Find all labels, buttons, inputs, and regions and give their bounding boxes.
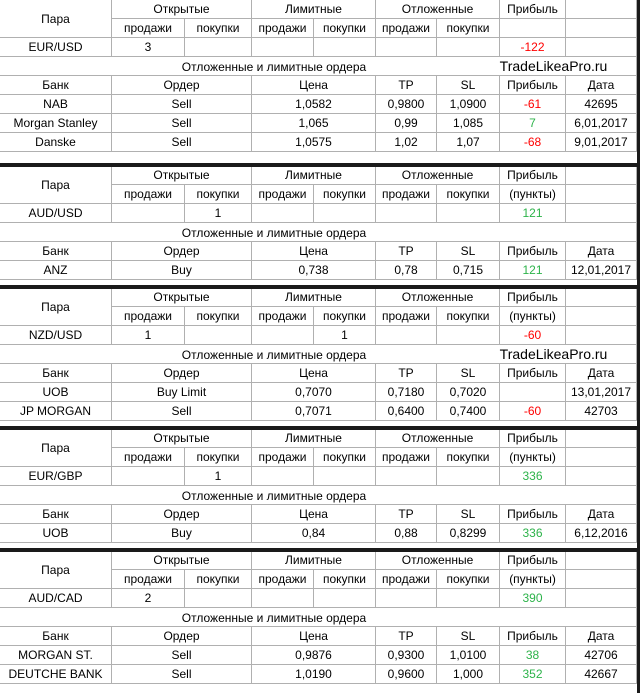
blank-cell — [566, 0, 637, 19]
orders-title: Отложенные и лимитные ордера — [181, 347, 367, 362]
position-count — [112, 204, 185, 223]
blank-cell — [566, 288, 637, 307]
order-bank: MORGAN ST. — [0, 646, 112, 665]
limit-header: Лимитные — [252, 0, 376, 19]
order-tp: 0,99 — [376, 114, 437, 133]
limit-header: Лимитные — [252, 288, 376, 307]
order-bank: DEUTCHE BANK — [0, 665, 112, 684]
pair-name: EUR/USD — [0, 38, 112, 57]
order-order: Buy — [112, 524, 252, 543]
order-date: 6,01,2017 — [566, 114, 637, 133]
order-bank: NAB — [0, 95, 112, 114]
col-header-order: Ордер — [112, 505, 252, 524]
blank-cell — [566, 185, 637, 204]
open-header: Открытые — [112, 288, 252, 307]
profit-header: Прибыль — [500, 166, 566, 185]
sub-header-sell: продажи — [112, 448, 185, 467]
blank-cell — [566, 326, 637, 345]
order-order: Buy — [112, 261, 252, 280]
order-profit: -61 — [500, 95, 566, 114]
order-sl: 1,07 — [437, 133, 500, 152]
position-count — [376, 204, 437, 223]
col-header-bank: Банк — [0, 76, 112, 95]
limit-header: Лимитные — [252, 551, 376, 570]
sub-header-sell: продажи — [376, 185, 437, 204]
position-count — [437, 467, 500, 486]
col-header-bank: Банк — [0, 505, 112, 524]
sub-header-sell: продажи — [112, 185, 185, 204]
blank-cell — [566, 166, 637, 185]
sub-header-buy: покупки — [185, 307, 252, 326]
col-header-sl: SL — [437, 505, 500, 524]
limit-header: Лимитные — [252, 166, 376, 185]
position-count — [437, 326, 500, 345]
col-header-profit: Прибыль — [500, 242, 566, 261]
sub-header-buy: покупки — [314, 185, 376, 204]
points-header: (пункты) — [500, 307, 566, 326]
pair-profit: -122 — [500, 38, 566, 57]
order-order: Sell — [112, 646, 252, 665]
col-header-price: Цена — [252, 505, 376, 524]
sub-header-buy: покупки — [314, 307, 376, 326]
position-count — [112, 467, 185, 486]
order-order: Buy Limit — [112, 383, 252, 402]
blank-cell — [566, 570, 637, 589]
order-date: 9,01,2017 — [566, 133, 637, 152]
order-bank: JP MORGAN — [0, 402, 112, 421]
order-tp: 0,88 — [376, 524, 437, 543]
pending-header: Отложенные — [376, 288, 500, 307]
orders-title: Отложенные и лимитные ордера — [181, 488, 367, 503]
profit-header: Прибыль — [500, 551, 566, 570]
order-bank: UOB — [0, 383, 112, 402]
sub-header-buy: покупки — [314, 570, 376, 589]
order-date: 12,01,2017 — [566, 261, 637, 280]
open-header: Открытые — [112, 551, 252, 570]
order-bank: Morgan Stanley — [0, 114, 112, 133]
col-header-tp: TP — [376, 76, 437, 95]
open-header: Открытые — [112, 0, 252, 19]
order-profit — [500, 383, 566, 402]
sub-header-sell: продажи — [252, 448, 314, 467]
order-profit: 38 — [500, 646, 566, 665]
watermark-text: TradeLikeaPro.ru — [499, 345, 608, 362]
sub-header-buy: покупки — [185, 570, 252, 589]
col-header-tp: TP — [376, 242, 437, 261]
blank-cell — [566, 38, 637, 57]
order-profit: 352 — [500, 665, 566, 684]
order-sl: 1,085 — [437, 114, 500, 133]
blank-cell — [566, 19, 637, 38]
order-profit: -60 — [500, 402, 566, 421]
position-count — [252, 467, 314, 486]
col-header-bank: Банк — [0, 627, 112, 646]
sub-header-sell: продажи — [252, 19, 314, 38]
col-header-tp: TP — [376, 505, 437, 524]
profit-header: Прибыль — [500, 288, 566, 307]
col-header-date: Дата — [566, 76, 637, 95]
position-count: 2 — [112, 589, 185, 608]
order-price: 1,065 — [252, 114, 376, 133]
blank-cell — [566, 467, 637, 486]
position-count — [376, 589, 437, 608]
pair-name: AUD/USD — [0, 204, 112, 223]
position-count — [314, 38, 376, 57]
col-header-sl: SL — [437, 242, 500, 261]
pair-profit: 336 — [500, 467, 566, 486]
position-count — [314, 467, 376, 486]
profit-header: Прибыль — [500, 429, 566, 448]
position-count — [376, 467, 437, 486]
watermark-text: TradeLikeaPro.ru — [499, 57, 608, 74]
order-sl: 0,7020 — [437, 383, 500, 402]
open-header: Открытые — [112, 429, 252, 448]
section-separator — [0, 163, 640, 167]
sub-header-buy: покупки — [185, 185, 252, 204]
order-bank: ANZ — [0, 261, 112, 280]
orders-title: Отложенные и лимитные ордера — [181, 610, 367, 625]
position-count — [252, 38, 314, 57]
position-count — [252, 589, 314, 608]
position-count — [437, 204, 500, 223]
sub-header-sell: продажи — [376, 570, 437, 589]
order-order: Sell — [112, 95, 252, 114]
blank-cell — [566, 448, 637, 467]
position-count: 1 — [112, 326, 185, 345]
pair-profit: -60 — [500, 326, 566, 345]
pair-header: Пара — [0, 551, 112, 589]
col-header-sl: SL — [437, 76, 500, 95]
col-header-date: Дата — [566, 505, 637, 524]
blank-cell — [566, 307, 637, 326]
order-tp: 1,02 — [376, 133, 437, 152]
col-header-bank: Банк — [0, 242, 112, 261]
order-date: 42667 — [566, 665, 637, 684]
order-date: 6,12,2016 — [566, 524, 637, 543]
order-tp: 0,9300 — [376, 646, 437, 665]
position-count — [376, 326, 437, 345]
sub-header-sell: продажи — [252, 307, 314, 326]
sub-header-sell: продажи — [112, 19, 185, 38]
order-sl: 1,000 — [437, 665, 500, 684]
sub-header-buy: покупки — [314, 19, 376, 38]
order-order: Sell — [112, 665, 252, 684]
order-tp: 0,9600 — [376, 665, 437, 684]
col-header-price: Цена — [252, 627, 376, 646]
section-separator — [0, 426, 640, 430]
position-count — [437, 38, 500, 57]
pending-header: Отложенные — [376, 0, 500, 19]
order-price: 1,0575 — [252, 133, 376, 152]
blank-cell — [566, 589, 637, 608]
pair-profit: 390 — [500, 589, 566, 608]
order-date: 42703 — [566, 402, 637, 421]
sub-header-sell: продажи — [112, 570, 185, 589]
pair-name: EUR/GBP — [0, 467, 112, 486]
col-header-order: Ордер — [112, 364, 252, 383]
points-header: (пункты) — [500, 185, 566, 204]
pending-header: Отложенные — [376, 551, 500, 570]
position-count — [185, 38, 252, 57]
col-header-sl: SL — [437, 627, 500, 646]
col-header-date: Дата — [566, 242, 637, 261]
order-profit: 121 — [500, 261, 566, 280]
order-bank: UOB — [0, 524, 112, 543]
col-header-profit: Прибыль — [500, 76, 566, 95]
order-sl: 1,0900 — [437, 95, 500, 114]
order-price: 0,738 — [252, 261, 376, 280]
order-order: Sell — [112, 133, 252, 152]
points-header: (пункты) — [500, 570, 566, 589]
limit-header: Лимитные — [252, 429, 376, 448]
sub-header-buy: покупки — [437, 570, 500, 589]
position-count — [437, 589, 500, 608]
order-tp: 0,6400 — [376, 402, 437, 421]
position-count — [185, 326, 252, 345]
points-header: (пункты) — [500, 448, 566, 467]
order-order: Sell — [112, 114, 252, 133]
blank-cell — [566, 429, 637, 448]
col-header-date: Дата — [566, 627, 637, 646]
blank-cell — [566, 204, 637, 223]
position-count — [252, 326, 314, 345]
order-date: 42706 — [566, 646, 637, 665]
position-count: 1 — [314, 326, 376, 345]
order-profit: 336 — [500, 524, 566, 543]
pair-header: Пара — [0, 288, 112, 326]
position-count: 1 — [185, 204, 252, 223]
col-header-profit: Прибыль — [500, 627, 566, 646]
position-count — [314, 589, 376, 608]
section-separator — [0, 285, 640, 289]
pair-name: AUD/CAD — [0, 589, 112, 608]
position-count — [185, 589, 252, 608]
orders-title: Отложенные и лимитные ордера — [181, 225, 367, 240]
section-separator — [0, 548, 640, 552]
col-header-date: Дата — [566, 364, 637, 383]
sub-header-sell: продажи — [376, 19, 437, 38]
col-header-price: Цена — [252, 364, 376, 383]
col-header-tp: TP — [376, 627, 437, 646]
col-header-price: Цена — [252, 76, 376, 95]
sub-header-buy: покупки — [437, 185, 500, 204]
order-date: 42695 — [566, 95, 637, 114]
order-sl: 0,8299 — [437, 524, 500, 543]
pair-profit: 121 — [500, 204, 566, 223]
points-header — [500, 19, 566, 38]
sub-header-sell: продажи — [376, 307, 437, 326]
col-header-sl: SL — [437, 364, 500, 383]
col-header-profit: Прибыль — [500, 505, 566, 524]
sub-header-sell: продажи — [252, 185, 314, 204]
pair-header: Пара — [0, 0, 112, 38]
pending-header: Отложенные — [376, 166, 500, 185]
sub-header-buy: покупки — [437, 448, 500, 467]
col-header-order: Ордер — [112, 627, 252, 646]
sub-header-buy: покупки — [185, 448, 252, 467]
order-tp: 0,78 — [376, 261, 437, 280]
order-bank: Danske — [0, 133, 112, 152]
position-count — [376, 38, 437, 57]
position-count — [314, 204, 376, 223]
pair-name: NZD/USD — [0, 326, 112, 345]
pending-header: Отложенные — [376, 429, 500, 448]
sub-header-sell: продажи — [252, 570, 314, 589]
col-header-tp: TP — [376, 364, 437, 383]
position-count: 3 — [112, 38, 185, 57]
order-price: 1,0190 — [252, 665, 376, 684]
open-header: Открытые — [112, 166, 252, 185]
sub-header-buy: покупки — [437, 19, 500, 38]
sub-header-buy: покупки — [437, 307, 500, 326]
col-header-order: Ордер — [112, 242, 252, 261]
col-header-bank: Банк — [0, 364, 112, 383]
order-price: 0,7070 — [252, 383, 376, 402]
pair-header: Пара — [0, 429, 112, 467]
order-profit: -68 — [500, 133, 566, 152]
position-count: 1 — [185, 467, 252, 486]
position-count — [252, 204, 314, 223]
profit-header: Прибыль — [500, 0, 566, 19]
order-sl: 0,715 — [437, 261, 500, 280]
blank-cell — [566, 551, 637, 570]
col-header-profit: Прибыль — [500, 364, 566, 383]
order-tp: 0,9800 — [376, 95, 437, 114]
sub-header-buy: покупки — [314, 448, 376, 467]
order-date: 13,01,2017 — [566, 383, 637, 402]
sub-header-sell: продажи — [112, 307, 185, 326]
sub-header-sell: продажи — [376, 448, 437, 467]
order-sl: 0,7400 — [437, 402, 500, 421]
order-order: Sell — [112, 402, 252, 421]
order-tp: 0,7180 — [376, 383, 437, 402]
order-price: 0,84 — [252, 524, 376, 543]
pair-header: Пара — [0, 166, 112, 204]
col-header-order: Ордер — [112, 76, 252, 95]
order-price: 0,9876 — [252, 646, 376, 665]
col-header-price: Цена — [252, 242, 376, 261]
order-sl: 1,0100 — [437, 646, 500, 665]
sub-header-buy: покупки — [185, 19, 252, 38]
order-profit: 7 — [500, 114, 566, 133]
orders-title: Отложенные и лимитные ордера — [181, 59, 367, 74]
order-price: 1,0582 — [252, 95, 376, 114]
order-price: 0,7071 — [252, 402, 376, 421]
